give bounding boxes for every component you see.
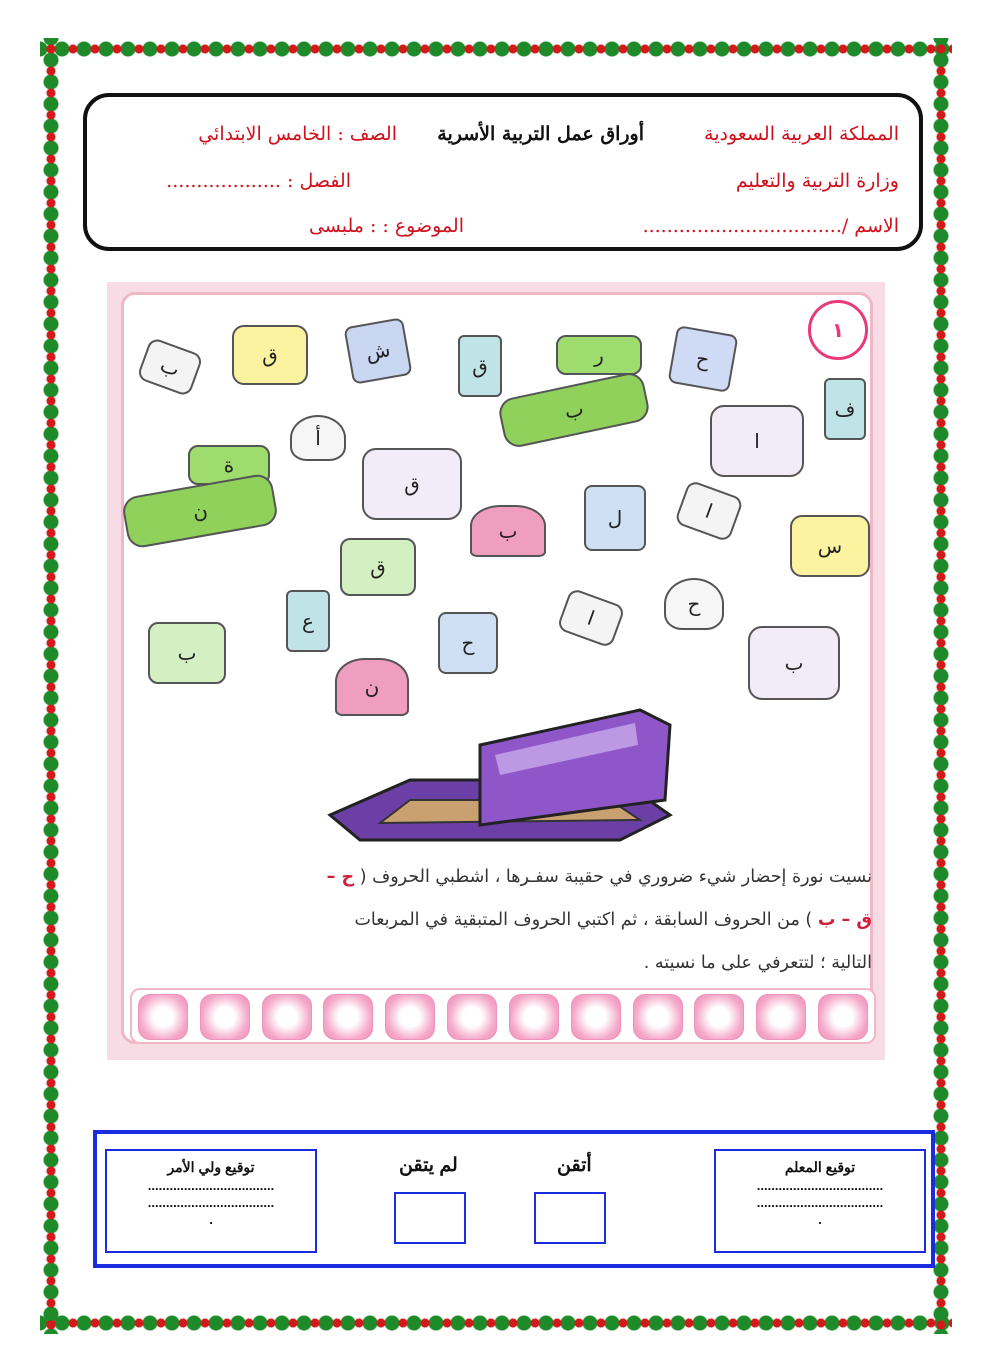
signature-line: ................................... <box>147 1195 275 1210</box>
signature-line: ................................... <box>147 1178 275 1193</box>
suitcase-illustration <box>320 705 680 845</box>
mastered-box[interactable] <box>534 1192 606 1244</box>
scarf-item: ب <box>496 370 651 450</box>
section-field[interactable]: الفصل : ................... <box>166 170 351 192</box>
scarf-item: ا <box>674 479 744 542</box>
worksheet-title: أوراق عمل التربية الأسرية <box>437 123 644 145</box>
answer-box[interactable] <box>323 994 373 1040</box>
answer-box[interactable] <box>447 994 497 1040</box>
scarf-item: ا <box>556 587 626 648</box>
dress-item: ق <box>458 335 502 397</box>
mittens-item: ر <box>556 335 642 375</box>
parent-signature-box[interactable] <box>105 1149 317 1253</box>
answer-box[interactable] <box>571 994 621 1040</box>
hat-item: ح <box>664 578 724 630</box>
question-number-badge: ١ <box>808 300 868 360</box>
answer-box[interactable] <box>633 994 683 1040</box>
not-mastered-box[interactable] <box>394 1192 466 1244</box>
grade-label: الصف : الخامس الابتدائي <box>198 123 397 145</box>
instruction-line-2: ق – ب ) من الحروف السابقة ، ثم اكتبي الحروف المتبقية في المربعات <box>354 910 872 930</box>
teacher-signature-box[interactable] <box>714 1149 926 1253</box>
signature-line: ................................... <box>756 1195 884 1210</box>
answer-box[interactable] <box>509 994 559 1040</box>
answer-box[interactable] <box>200 994 250 1040</box>
not-mastered-label: لم يتقن <box>399 1155 458 1176</box>
dress-item: ع <box>286 590 330 652</box>
signature-line: . <box>209 1212 213 1227</box>
sweater-item: ب <box>148 622 226 684</box>
topic-label: الموضوع : : ملبسى <box>308 215 464 237</box>
signature-line: ................................... <box>756 1178 884 1193</box>
signature-line: . <box>818 1212 822 1227</box>
glove-item: ق <box>362 448 462 520</box>
answer-box[interactable] <box>138 994 188 1040</box>
answer-box[interactable] <box>818 994 868 1040</box>
header-box <box>83 93 923 251</box>
answer-box[interactable] <box>262 994 312 1040</box>
instructions-text <box>130 856 872 985</box>
country-label: المملكة العربية السعودية <box>704 123 899 145</box>
decorative-border-top <box>40 38 952 60</box>
dress-item: ش <box>343 317 412 385</box>
parent-signature-title: توقيع ولي الأمر <box>167 1159 255 1175</box>
answer-box[interactable] <box>694 994 744 1040</box>
dress-item: ح <box>667 325 738 393</box>
instruction-line-3: التالية ؛ لتتعرفي على ما نسيته . <box>643 953 872 973</box>
teacher-signature-title: توقيع المعلم <box>784 1159 856 1175</box>
answer-box[interactable] <box>756 994 806 1040</box>
glove-item: ب <box>748 626 840 700</box>
glove-item: ا <box>710 405 804 477</box>
hat-item: أ <box>290 415 346 461</box>
mittens-item: ة <box>188 445 270 485</box>
decorative-border-bottom <box>40 1312 952 1334</box>
blouse-item: ق <box>232 325 308 385</box>
skirt-item: ن <box>335 658 409 716</box>
decorative-border-left <box>40 38 62 1334</box>
signature-section <box>93 1130 935 1268</box>
instruction-line-1: نسيت نورة إحضار شيء ضروري في حقيبة سفـرها ، اشطبي الحروف ( ح – <box>326 867 872 887</box>
shirt-item: ح <box>438 612 498 674</box>
shirt-item: ل <box>584 485 646 551</box>
blouse-item: س <box>790 515 870 577</box>
scarf-item: ب <box>136 337 204 397</box>
skirt-item: ب <box>470 505 546 557</box>
answer-box[interactable] <box>385 994 435 1040</box>
ministry-label: وزارة التربية والتعليم <box>735 170 899 192</box>
answer-boxes-row <box>130 988 876 1044</box>
mastered-label: أتقن <box>557 1155 592 1176</box>
scarf-item: ن <box>121 472 280 550</box>
sweater-item: ق <box>340 538 416 596</box>
dress-item: ف <box>824 378 866 440</box>
name-field[interactable]: الاسم /................................. <box>642 215 899 237</box>
